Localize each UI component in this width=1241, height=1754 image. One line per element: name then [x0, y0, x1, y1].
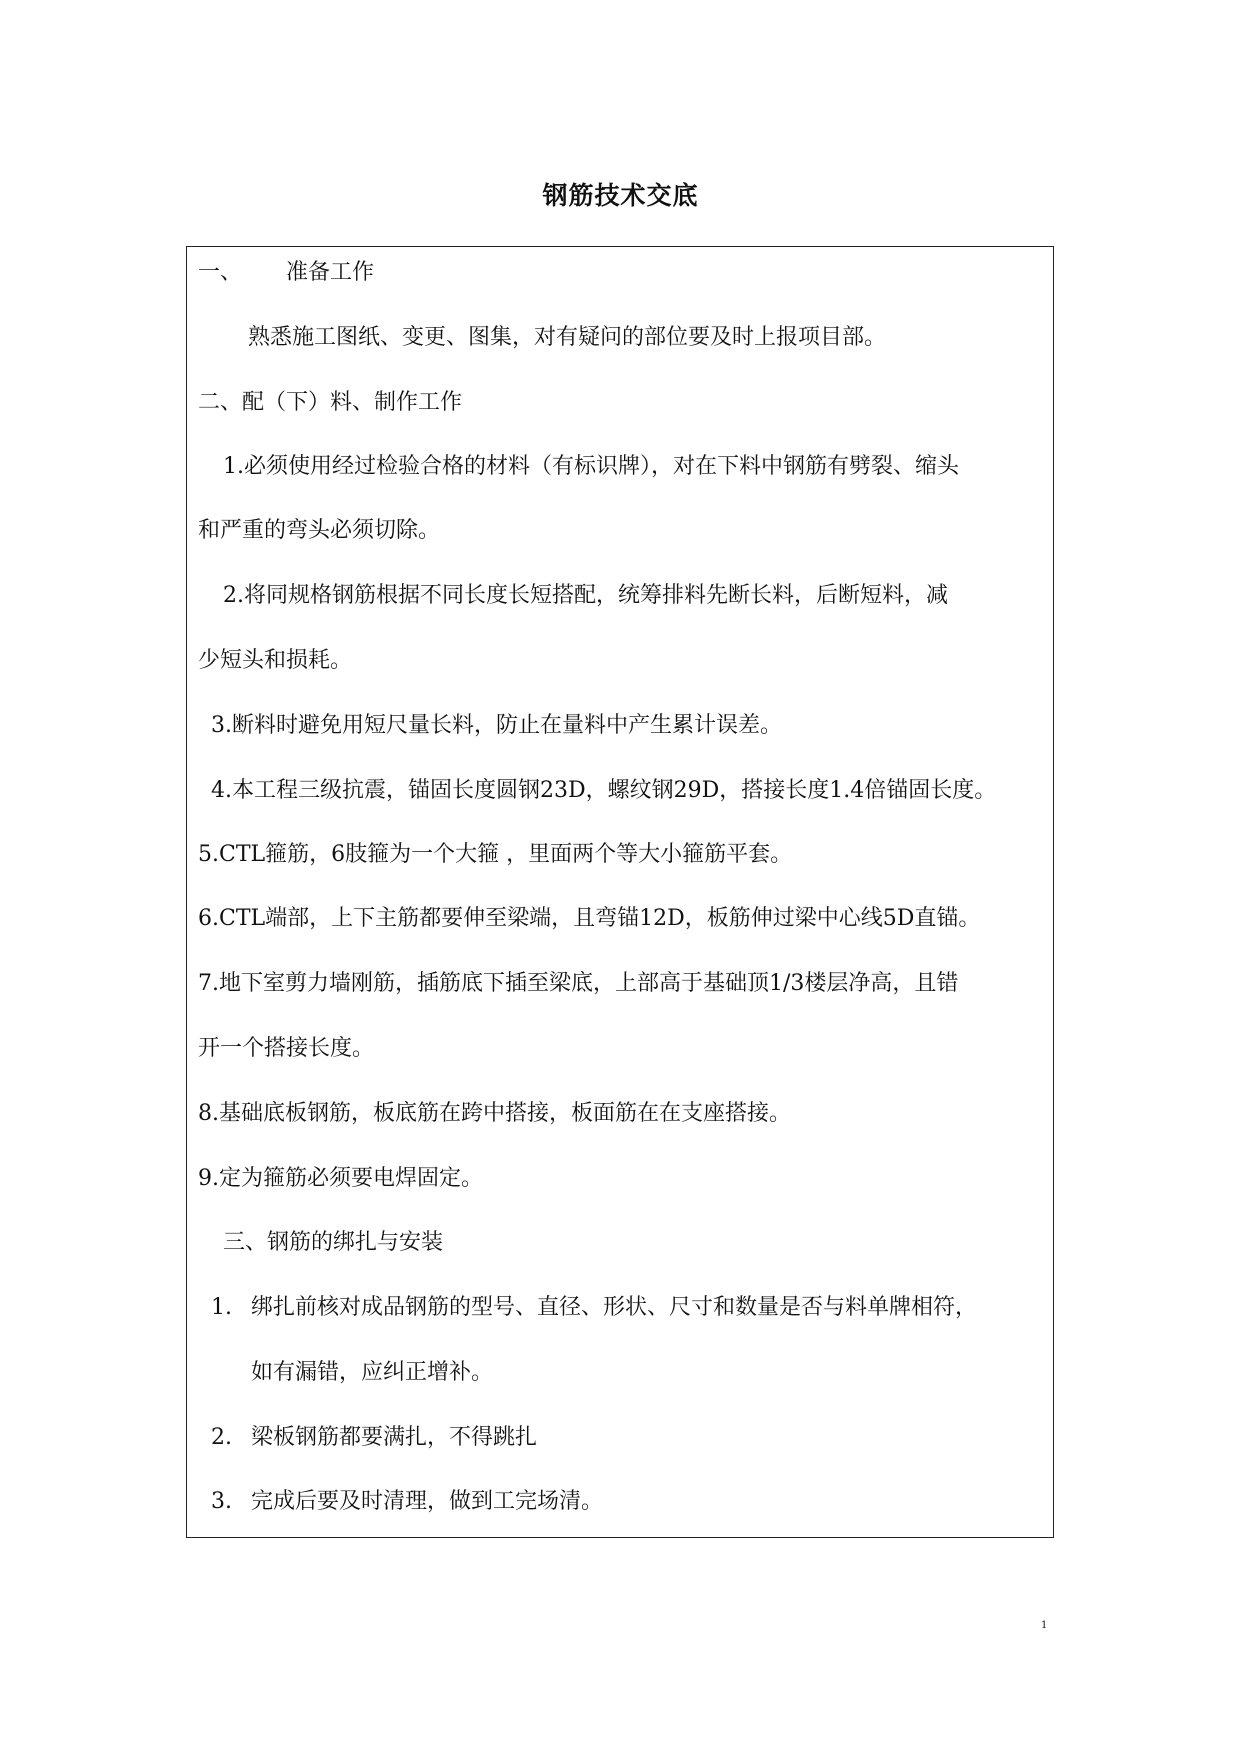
- section2-item9: 9.定为箍筋必须要电焊固定。: [198, 1166, 483, 1191]
- section3-item1-line1: 绑扎前核对成品钢筋的型号、直径、形状、尺寸和数量是否与料单牌相符，: [251, 1295, 978, 1320]
- section2-item3: 3.断料时避免用短尺量长料，防止在量料中产生累计误差。: [211, 713, 782, 738]
- section2-item7-line1: 7.地下室剪力墙刚筋，插筋底下插至梁底，上部高于基础顶1/3楼层净高，且错: [198, 971, 959, 996]
- section2-item6: 6.CTL端部，上下主筋都要伸至梁端，且弯锚12D，板筋伸过梁中心线5D直锚。: [198, 906, 981, 931]
- section2-item4: 4.本工程三级抗震，锚固长度圆钢23D，螺纹钢29D，搭接长度1.4倍锚固长度。: [211, 778, 997, 803]
- section3-heading: 三、钢筋的绑扎与安装: [223, 1230, 444, 1255]
- section3-item2-number: 2.: [211, 1425, 232, 1450]
- section2-item1-line2: 和严重的弯头必须切除。: [198, 518, 441, 543]
- section3-item3: 完成后要及时清理，做到工完场清。: [251, 1489, 604, 1514]
- page-number: 1: [1041, 1620, 1048, 1631]
- section2-item8: 8.基础底板钢筋，板底筋在跨中搭接，板面筋在在支座搭接。: [198, 1101, 791, 1126]
- section2-item2-line1: 2.将同规格钢筋根据不同长度长短搭配，统筹排料先断长料，后断短料，减: [223, 583, 948, 608]
- section3-item1-line2: 如有漏错，应纠正增补。: [251, 1360, 494, 1385]
- section2-item1-line1: 1.必须使用经过检验合格的材料（有标识牌），对在下料中钢筋有劈裂、缩头: [223, 454, 959, 479]
- section2-heading: 二、配（下）料、制作工作: [198, 390, 463, 415]
- section2-item7-line2: 开一个搭接长度。: [198, 1036, 375, 1061]
- content-table: [186, 246, 1054, 1538]
- section3-item3-number: 3.: [211, 1489, 232, 1514]
- section3-item1-number: 1.: [211, 1295, 232, 1320]
- section2-item5: 5.CTL箍筋，6肢箍为一个大箍 ，里面两个等大小箍筋平套。: [198, 842, 793, 867]
- section1-number: 一、: [198, 260, 243, 285]
- section1-text: 熟悉施工图纸、变更、图集，对有疑问的部位要及时上报项目部。: [248, 325, 887, 350]
- section1-heading: 准备工作: [286, 260, 375, 285]
- document-title: 钢筋技术交底: [542, 181, 699, 210]
- section2-item2-line2: 少短头和损耗。: [198, 648, 353, 673]
- section3-item2: 梁板钢筋都要满扎，不得跳扎: [251, 1425, 538, 1450]
